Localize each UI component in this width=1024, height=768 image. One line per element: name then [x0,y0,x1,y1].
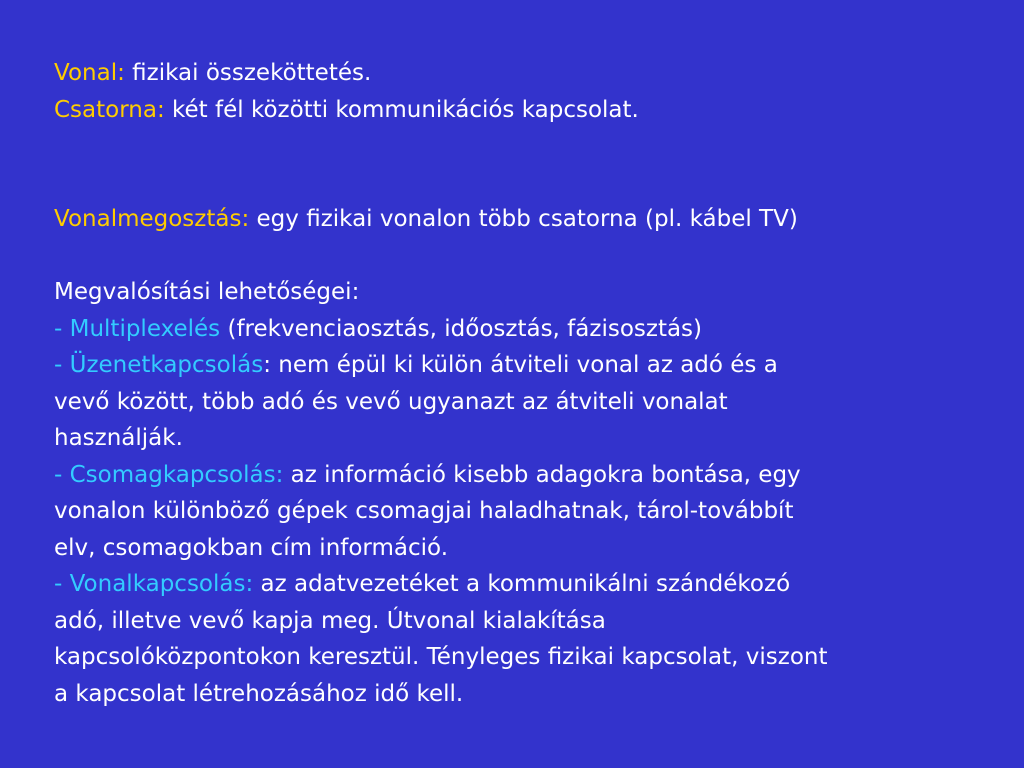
csomagkapcsolas-text-3: elv, csomagokban cím információ. [54,534,448,561]
slide-content [54,55,994,712]
term-vonalkapcsolas: - Vonalkapcsolás: [54,571,254,597]
uzenetkapcsolas-text-2: vevő között, több adó és vevő ugyanazt az átviteli vonalat [54,388,728,415]
multiplexeles-text: (frekvenciaosztás, időosztás, fázisosztás) [220,315,703,342]
term-csomagkapcsolas: - Csomagkapcsolás: [54,461,284,488]
vonalkapcsolas-text-1: az adatvezetéket a kommunikálni szándékozó [253,571,791,597]
list-item-csomagkapcsolas [54,457,994,494]
term-vonalmegosztas: Vonalmegosztás: [54,206,250,232]
list-item-uzenetkapcsolas [54,347,994,384]
uzenetkapcsolas-text-3: használják. [54,425,183,451]
csomagkapcsolas-text-1: az információ kisebb adagokra bontása, egy [283,461,801,488]
definition-vonal-text: fizikai összeköttetés. [124,60,372,86]
spacer [54,238,994,275]
vonalkapcsolas-text-2: adó, illetve vevő kapja meg. Útvonal kialakítása [54,607,606,634]
term-vonal: Vonal: [54,60,125,86]
term-csatorna: Csatorna: [54,96,165,123]
definition-vonalmegosztas-text: egy fizikai vonalon több csatorna (pl. kábel TV) [249,206,798,232]
list-item-vonalkapcsolas [54,566,994,603]
vonalkapcsolas-text-3: kapcsolóközpontokon keresztül. Tényleges fizikai kapcsolat, viszont [54,644,828,670]
definition-csatorna-text: két fél közötti kommunikációs kapcsolat. [164,96,639,123]
uzenetkapcsolas-text-1: : nem épül ki külön átviteli vonal az adó és a [263,352,778,378]
vonalkapcsolas-text-4: a kapcsolat létrehozásához idő kell. [54,680,464,707]
definition-csatorna [54,92,994,129]
definition-vonalmegosztas [54,201,994,238]
definition-vonal [54,55,994,92]
spacer [54,165,994,202]
list-item-multiplexeles [54,311,994,348]
term-multiplexeles: - Multiplexelés [54,315,221,342]
term-uzenetkapcsolas: - Üzenetkapcsolás [54,352,264,378]
megvalositas-heading: Megvalósítási lehetőségei: [54,279,360,305]
csomagkapcsolas-text-2: vonalon különböző gépek csomagjai haladhatnak, tárol-továbbít [54,498,794,524]
spacer [54,128,994,165]
